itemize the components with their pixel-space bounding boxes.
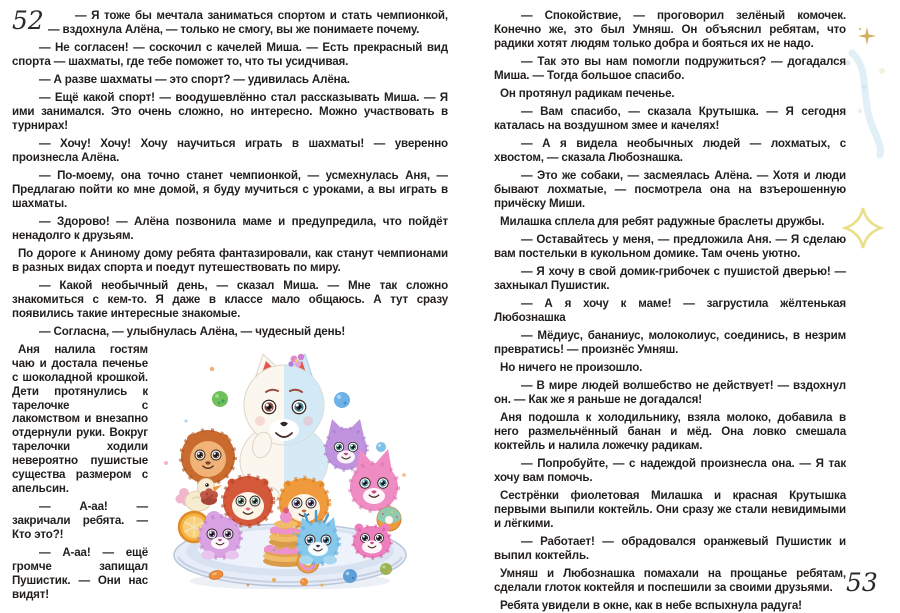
paragraph: — Я тоже бы мечтала заниматься спортом и стать чемпионкой, — вздохнула Алёна, — только не смогу, вы же понимаете почему. [48,9,448,36]
page-right [494,9,878,613]
paragraph: — Вам спасибо, — сказала Крутышка. — Я сегодня каталась на воздушном змее и качелях! [494,105,846,132]
paragraph: — Мёдиус, бананиус, молоколиус, соединись, в незрим превратись! — произнёс Умняш. [494,329,846,356]
diamond-sparkle-icon [842,205,884,251]
paragraph: Милашка сплела для ребят радужные браслеты дружбы. [500,214,825,228]
page-left [12,6,448,602]
paragraph: — Не согласен! — соскочил с качелей Миша. — Есть прекрасный вид спорта — шахматы, где тебе поможет то, что ты усидчивая. [12,41,448,68]
pink-hamster [353,523,391,558]
paragraph: — А-аа! — закричали ребята. — Кто это?! [12,500,148,541]
paragraph: — По-моему, она точно станет чемпионкой, — усмехнулась Аня, — Предлагаю пойти ко мне домой, я буду мучиться с уроками, а вы играть в шахматы. [12,169,448,210]
page-right-body [494,9,846,613]
paragraph: — Согласна, — улыбнулась Алёна, — чудесный день! [39,324,346,338]
sparkle-icon [856,25,878,47]
paragraph: Он протянул радикам печенье. [500,86,675,100]
paragraph: — Так это вы нам помогли подружиться? — догадался Миша. — Тогда большое спасибо. [494,54,846,82]
paragraph: — В мире людей волшебство не действует! — вздохнул он. — Как же я раньше не догадался! [494,379,846,406]
paragraph: — Попробуйте, — с надеждой произнесла она. — Я так хочу вам помочь. [494,457,846,484]
paragraph: — Какой необычный день, — сказал Миша. — Мне так сложно знакомиться с кем-то. Я даже в классе мало общаюсь. А тут сразу появились такие интересные знакомые. [12,278,448,320]
paragraph: По дороге к Аниному дому ребята фантазировали, как станут чемпионами в разных видах спорта и поедут путешествовать по миру. [12,246,448,274]
paragraph: — Оставайтесь у меня, — предложила Аня. — Я сделаю вам постельки в кукольном домике. Там очень уютно. [494,233,846,260]
paragraph: Сестрёнки фиолетовая Милашка и красная Крутышка первыми выпили коктейль. Они сразу же стали невидимыми и лёгкими. [494,489,846,530]
paragraph: Но ничего не произошло. [500,361,643,374]
paragraph: — Я хочу в свой домик-грибочек с пушистой дверью! — захныкал Пушистик. [494,265,846,292]
paragraph: Аня налила гостям чаю и достала печенье с шоколадной крошкой. Дети протянулись к тарелочке с лакомством и внезапно отдернули руки. Вокруг тарелочки ходили невероятно пушистые существа размером с апельсин. [12,342,148,495]
paragraph: Ребята увидели в окне, как в небе вспыхнула радуга! [500,598,802,612]
radiki-illustration [156,347,448,589]
paragraph: — Ещё какой спорт! — воодушевлённо стал рассказывать Миша. — Я ими занимался. Это очень сложно, но интересно. Можно участвовать в турнирах! [12,91,448,132]
page-number-left: 52 [12,6,44,35]
page-number-right: 53 [846,568,878,597]
paragraph: — Здорово! — Алёна позвонила маме и предупредила, что пойдёт ненадолго к друзьям. [12,214,448,242]
brown-lion [181,430,235,484]
paragraph: — А разве шахматы — это спорт? — удивилась Алёна. [39,73,350,86]
paragraph: — Это же собаки, — засмеялась Алёна. — Хотя и люди бывают лохматые, — посмотрела она на взъерошенную причёску Миши. [494,169,846,210]
paragraph: — Спокойствие, — проговорил зелёный комочек. Конечно же, это был Умняш. Он объяснил ребятам, что радики хотят людям только добра и бояться их не надо. [494,9,846,50]
page-left-body [12,6,448,602]
paragraph: Умняш и Любознашка помахали на прощанье ребятам, сделали глоток коктейля и поспешили за своими друзьями. [494,566,846,594]
paragraph: — Работает! — обрадовался оранжевый Пушистик и выпил коктейль. [494,534,846,562]
paragraph: Аня подошла к холодильнику, взяла молоко, добавила в него размельчённый банан и мёд. Она ловко смешала коктейль и налила ложечку радикам. [494,411,846,452]
paragraph: — Хочу! Хочу! Хочу научиться играть в шахматы! — уверенно произнесла Алёна. [12,137,448,164]
text-wrap-section [12,343,448,602]
paragraph: — А-аа! — ещё громче запищал Пушистик. — Они нас видят! [12,545,148,601]
paragraph: — А я хочу к маме! — загрустила жёлтенькая Любознашка [494,297,846,324]
paragraph: — А я видела необычных людей — лохматых, с хвостом, — сказала Любознашка. [494,137,846,164]
